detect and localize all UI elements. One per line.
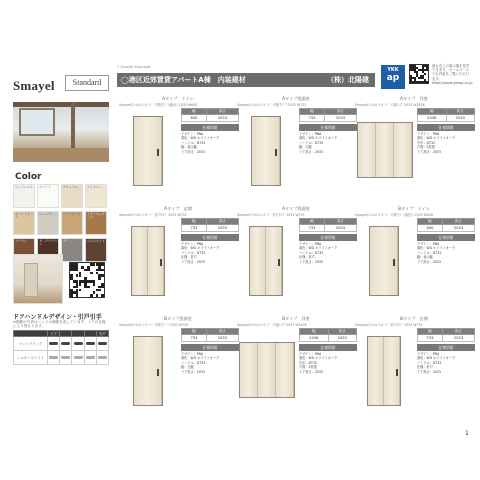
spec-panel <box>417 328 475 374</box>
door-frame <box>131 226 165 296</box>
product-cell <box>237 316 355 424</box>
handle-cell <box>72 351 84 365</box>
spec-panel <box>417 218 475 264</box>
size-header: 幅 <box>300 109 325 115</box>
spec-line: デザイン：PNA <box>417 132 440 136</box>
size-header: 高さ <box>206 109 238 115</box>
spec-line: ドア高さ：2033 <box>299 369 323 374</box>
door-illustration <box>121 108 239 190</box>
swatch-label: アイボリー <box>87 185 102 189</box>
product-cell <box>119 206 237 314</box>
size-table <box>181 328 239 342</box>
spec-heading: 仕様情報 <box>417 124 475 131</box>
width-value: 640 <box>182 115 207 122</box>
size-header: 幅 <box>300 329 329 335</box>
width-value: 2436 <box>300 335 329 342</box>
door-frame <box>251 116 281 186</box>
product-title: Aタイプ洗面室 <box>282 206 310 211</box>
door-handle-icon <box>74 342 83 345</box>
spec-lines <box>417 242 475 264</box>
header-note: 最も近くの展示場を見学できます。ホームページでも内装をご覧いただけます。https://www.ykkap.co.jp <box>432 64 473 85</box>
door-leaf <box>132 227 148 295</box>
door-handle-icon <box>74 356 83 359</box>
handle-row <box>14 351 109 365</box>
spec-line: 錠：表示錠 <box>417 255 433 260</box>
spec-panel <box>299 328 357 374</box>
swatch-label: ブラウン <box>15 239 28 243</box>
width-value: 733 <box>182 225 207 232</box>
spec-line: デザイン：PNA <box>299 242 322 246</box>
header-bar <box>117 73 375 87</box>
size-header: 高さ <box>328 329 357 335</box>
brand-name: Smayel <box>13 78 55 93</box>
height-value: 2033 <box>442 225 474 232</box>
spec-lines <box>299 352 357 374</box>
color-swatches <box>13 184 109 262</box>
spec-line: 扉色：WG ホワイトオーク <box>299 356 338 361</box>
swatch-label: ウォルナット <box>87 239 105 243</box>
door-handle-icon <box>278 259 280 266</box>
height-value: 2033 <box>206 115 238 122</box>
spec-line: 扉色：WG ホワイトオーク <box>417 136 456 141</box>
door-illustration <box>121 218 239 300</box>
width-value: 733 <box>418 335 443 342</box>
size-header: 幅 <box>182 219 207 225</box>
spec-line: ドア高さ：2033 <box>417 369 441 374</box>
spec-line: 引手：DT32 <box>299 360 318 365</box>
door-handle-icon <box>86 356 95 359</box>
qr-code <box>69 262 105 298</box>
height-value: 2033 <box>442 335 474 342</box>
color-swatch <box>85 184 107 208</box>
spec-panel <box>181 328 239 374</box>
product-title: Aタイプ トイレ <box>162 96 194 101</box>
spec-heading: 仕様情報 <box>299 234 357 241</box>
spec-lines <box>181 132 239 154</box>
spec-line: ドア高さ：2033 <box>299 259 323 264</box>
spec-heading: 仕様情報 <box>181 234 239 241</box>
spec-line: ドア高さ：2033 <box>299 149 323 154</box>
handle-title: ドアハンドルデザイン・引戸引手 <box>13 314 102 321</box>
door-handle-icon <box>157 369 159 376</box>
size-header: 高さ <box>324 109 356 115</box>
door-leaf <box>266 227 282 295</box>
color-swatch <box>61 184 83 208</box>
handle-table <box>13 330 109 365</box>
swatch-label: ダークブラウン <box>39 239 58 246</box>
spec-line: ハンドル：DT32 <box>417 360 442 365</box>
product-title: Bタイプ トイレ <box>398 206 430 211</box>
handle-finish-label: マットブラック <box>14 337 48 351</box>
spec-line: 扉色：WG ホワイトオーク <box>299 246 338 251</box>
spec-line: 錠：表示錠 <box>181 145 197 150</box>
product-cell <box>119 316 237 424</box>
handle-note: ※掲載の写真はハンドル種類を表しています。ドアの仕様により異なります。 <box>13 320 106 328</box>
height-value: 2033 <box>446 115 475 122</box>
door-leaf <box>258 343 276 397</box>
size-table <box>299 108 357 122</box>
header-qr-code <box>409 64 429 84</box>
spec-lines <box>299 132 357 154</box>
product-title: Bタイプ 洋室 <box>282 316 310 321</box>
product-caption: Smayel(ｽﾏｲｴﾙ) ﾛｰﾎﾞｰﾄﾞ 折戸ﾀｲﾌﾟ 2033 W733 <box>355 323 423 327</box>
swatch-label: グレー <box>63 239 73 243</box>
product-title: Bタイプ洗面室 <box>164 316 192 321</box>
handle-cell <box>48 351 60 365</box>
door-handle-icon <box>275 149 277 156</box>
swatch-label: ライトオーク <box>63 212 81 216</box>
series-label: Standard <box>65 75 109 91</box>
door-leaf <box>148 227 164 295</box>
spec-heading: 仕様情報 <box>417 234 475 241</box>
page-title: ◯港区近郊賃貸アパートA棟 内装建材 <box>121 76 246 84</box>
page-caption: 7 Smayel Standard <box>117 65 151 69</box>
logo-text-top: YKK <box>387 67 399 73</box>
spec-line: ドア高さ：2033 <box>417 149 441 154</box>
product-caption: Smayel(ｽﾏｲｴﾙ) ﾛｰﾎﾞｰﾄﾞ 片開きﾄﾞｱ(錠付) 2033 W640 <box>355 213 434 217</box>
spec-line: ハンドル：DT32 <box>299 140 324 145</box>
color-swatch <box>61 238 83 262</box>
color-swatch <box>13 211 35 235</box>
door-leaf <box>276 343 294 397</box>
height-value: 2033 <box>206 225 238 232</box>
spec-panel <box>299 218 357 264</box>
product-caption: Smayel(ｽﾏｲｴﾙ) ﾛｰﾎﾞｰﾄﾞ 片開きﾄﾞｱ(錠付) 2033 W640 <box>119 103 198 107</box>
product-cell <box>237 206 355 314</box>
spec-line: 仕様：折戸 <box>299 255 315 260</box>
swatch-label: ホワイト <box>39 185 51 189</box>
swatch-label: ピュアシルク <box>15 185 33 189</box>
product-cell <box>355 96 473 204</box>
spec-line: デザイン：PNA <box>417 352 440 356</box>
product-caption: Smayel(ｽﾏｲｴﾙ) ﾛｰﾎﾞｰﾄﾞ 折戸ﾀｲﾌﾟ 2033 W733 <box>237 213 305 217</box>
height-value: 2033 <box>324 115 356 122</box>
door-illustration <box>357 328 475 410</box>
door-leaf <box>368 337 384 405</box>
width-value: 733 <box>300 225 325 232</box>
spec-heading: 仕様情報 <box>417 344 475 351</box>
spec-heading: 仕様情報 <box>299 124 357 131</box>
width-value: 2436 <box>418 115 447 122</box>
spec-line: ドア高さ：2033 <box>181 149 205 154</box>
size-header: 高さ <box>442 329 474 335</box>
door-handle-icon <box>98 342 107 345</box>
sidebar <box>7 68 113 424</box>
spec-panel <box>181 218 239 264</box>
handle-cell <box>96 337 108 351</box>
door-illustration <box>357 218 475 300</box>
spec-lines <box>299 242 357 264</box>
spec-line: 仕様：折戸 <box>181 255 197 260</box>
door-leaf <box>250 227 266 295</box>
door-handle-icon <box>61 356 70 359</box>
spec-panel <box>181 108 239 154</box>
size-header: 高さ <box>442 219 474 225</box>
size-header: 高さ <box>446 109 475 115</box>
door-leaf <box>240 343 258 397</box>
spec-line: ハンドル：DT32 <box>299 250 324 255</box>
door-frame <box>239 342 295 398</box>
spec-line: 引手：DT32 <box>417 140 436 145</box>
spec-heading: 仕様情報 <box>299 344 357 351</box>
company-name: （株）北陽建 <box>327 76 369 84</box>
spec-line: デザイン：PNA <box>181 242 204 246</box>
door-leaf <box>358 123 376 177</box>
handle-cell <box>96 351 108 365</box>
color-swatch <box>85 211 107 235</box>
size-header: 幅 <box>182 329 207 335</box>
color-swatch <box>37 211 59 235</box>
handle-finish-label: シルキーホワイト <box>14 351 48 365</box>
spec-heading: 仕様情報 <box>181 124 239 131</box>
spec-line: 扉色：WG ホワイトオーク <box>181 136 220 141</box>
swatch-label: ミディアムオーク <box>87 212 105 219</box>
product-caption: Smayel(ｽﾏｲｴﾙ) ﾛｰﾎﾞｰﾄﾞ 引違い戸 2033 W2436 <box>237 323 307 327</box>
size-table <box>417 108 475 122</box>
product-cell <box>119 96 237 204</box>
height-value: 2033 <box>206 335 238 342</box>
door-frame <box>249 226 283 296</box>
size-table <box>417 328 475 342</box>
ykk-ap-logo <box>381 65 405 89</box>
spec-line: ハンドル：DT32 <box>417 250 442 255</box>
door-illustration <box>121 328 239 410</box>
size-header: 幅 <box>418 219 443 225</box>
handle-table-header: ドア <box>48 331 60 337</box>
spec-line: ドア高さ：2033 <box>417 259 441 264</box>
spec-line: デザイン：PNA <box>299 352 322 356</box>
door-handle-icon <box>86 342 95 345</box>
spec-line: 扉色：WG ホワイトオーク <box>181 356 220 361</box>
width-value: 733 <box>300 115 325 122</box>
height-value: 2033 <box>328 335 357 342</box>
product-title: Bタイプ 玄関 <box>400 316 428 321</box>
spec-line: デザイン：PNA <box>181 352 204 356</box>
size-header: 幅 <box>418 329 443 335</box>
size-table <box>417 218 475 232</box>
color-swatch <box>85 238 107 262</box>
product-caption: Smayel(ｽﾏｲｴﾙ) ﾛｰﾎﾞｰﾄﾞ 引違い戸 2033 W2436 <box>355 103 425 107</box>
size-header: 幅 <box>182 109 207 115</box>
brand-logo <box>13 74 55 98</box>
product-caption: Smayel(ｽﾏｲｴﾙ) ﾛｰﾎﾞｰﾄﾞ 折戸ﾀｲﾌﾟ 2033 W733 <box>119 213 187 217</box>
size-table <box>299 328 357 342</box>
swatch-label: ペールグレー <box>39 212 57 216</box>
door-leaf <box>384 337 400 405</box>
swatch-label: ナチュラル <box>63 185 78 189</box>
color-swatch <box>13 184 35 208</box>
color-swatch <box>37 184 59 208</box>
handle-cell <box>48 337 60 351</box>
door-frame <box>369 226 399 296</box>
door-handle-icon <box>393 259 395 266</box>
handle-cell <box>84 351 96 365</box>
handle-cell <box>72 337 84 351</box>
door-illustration <box>239 218 357 300</box>
door-leaf <box>394 123 412 177</box>
room-photo <box>13 254 63 304</box>
product-title: Aタイプ洗面室 <box>282 96 310 101</box>
spec-line: デザイン：PNA <box>417 242 440 246</box>
product-cell <box>237 96 355 204</box>
spec-heading: 仕様情報 <box>181 344 239 351</box>
size-header: 高さ <box>324 219 356 225</box>
door-frame <box>367 336 401 406</box>
door-handle-icon <box>396 369 398 376</box>
width-value: 640 <box>418 225 443 232</box>
door-handle-icon <box>98 356 107 359</box>
size-header: 幅 <box>418 109 447 115</box>
spec-line: 仕様：折戸 <box>417 365 433 370</box>
catalog-page <box>7 60 473 437</box>
product-cell <box>355 316 473 424</box>
door-handle-icon <box>160 259 162 266</box>
product-title: Aタイプ 玄関 <box>164 206 192 211</box>
product-title: Aタイプ 洋室 <box>400 96 428 101</box>
spec-line: 戸数：2枚建 <box>417 145 435 150</box>
width-value: 733 <box>182 335 207 342</box>
product-caption: Smayel(ｽﾏｲｴﾙ) ﾛｰﾎﾞｰﾄﾞ 片開きﾄﾞｱ 2033 W733 <box>237 103 307 107</box>
color-title: Color <box>15 172 42 182</box>
size-header: 幅 <box>300 219 325 225</box>
door-handle-icon <box>49 342 58 345</box>
color-swatch <box>61 211 83 235</box>
door-frame <box>133 116 163 186</box>
door-illustration <box>239 328 357 410</box>
handle-table-header: 引戸 <box>96 331 108 337</box>
spec-line: ハンドル：DT32 <box>181 360 206 365</box>
door-frame <box>133 336 163 406</box>
spec-line: 扉色：WG ホワイトオーク <box>417 246 456 251</box>
height-value: 2033 <box>324 225 356 232</box>
spec-line: ハンドル：DT32 <box>181 140 206 145</box>
spec-line: 扉色：WG ホワイトオーク <box>417 356 456 361</box>
spec-line: 扉色：WG ホワイトオーク <box>181 246 220 251</box>
handle-row <box>14 337 109 351</box>
handle-cell <box>84 337 96 351</box>
size-table <box>181 218 239 232</box>
spec-line: 錠：空錠 <box>181 365 194 370</box>
spec-lines <box>181 242 239 264</box>
door-handle-icon <box>49 356 58 359</box>
spec-panel <box>417 108 475 154</box>
size-table <box>299 218 357 232</box>
spec-panel <box>299 108 357 154</box>
size-table <box>181 108 239 122</box>
spec-line: ドア高さ：2033 <box>181 369 205 374</box>
spec-line: 扉色：WG ホワイトオーク <box>299 136 338 141</box>
door-illustration <box>239 108 357 190</box>
product-caption: Smayel(ｽﾏｲｴﾙ) ﾛｰﾎﾞｰﾄﾞ 片開きﾄﾞｱ 2033 W733 <box>119 323 189 327</box>
logo-text-bottom: ap <box>386 73 400 83</box>
door-handle-icon <box>157 149 159 156</box>
page-number: 1 <box>465 430 469 437</box>
spec-line: ハンドル：DT32 <box>181 250 206 255</box>
door-leaf <box>376 123 394 177</box>
spec-line: デザイン：PNA <box>181 132 204 136</box>
spec-line: 錠：空錠 <box>299 145 312 150</box>
door-handle-icon <box>61 342 70 345</box>
spec-lines <box>417 132 475 154</box>
handle-cell <box>60 337 72 351</box>
spec-line: ドア高さ：2033 <box>181 259 205 264</box>
product-cell <box>355 206 473 314</box>
spec-lines <box>417 352 475 374</box>
handle-cell <box>60 351 72 365</box>
size-header: 高さ <box>206 329 238 335</box>
swatch-label: ホワイトオーク <box>15 212 33 219</box>
spec-line: 戸数：2枚建 <box>299 365 317 370</box>
door-frame <box>357 122 413 178</box>
interior-photo <box>13 102 109 162</box>
size-header: 高さ <box>206 219 238 225</box>
spec-line: デザイン：PNA <box>299 132 322 136</box>
spec-lines <box>181 352 239 374</box>
door-illustration <box>357 108 475 190</box>
